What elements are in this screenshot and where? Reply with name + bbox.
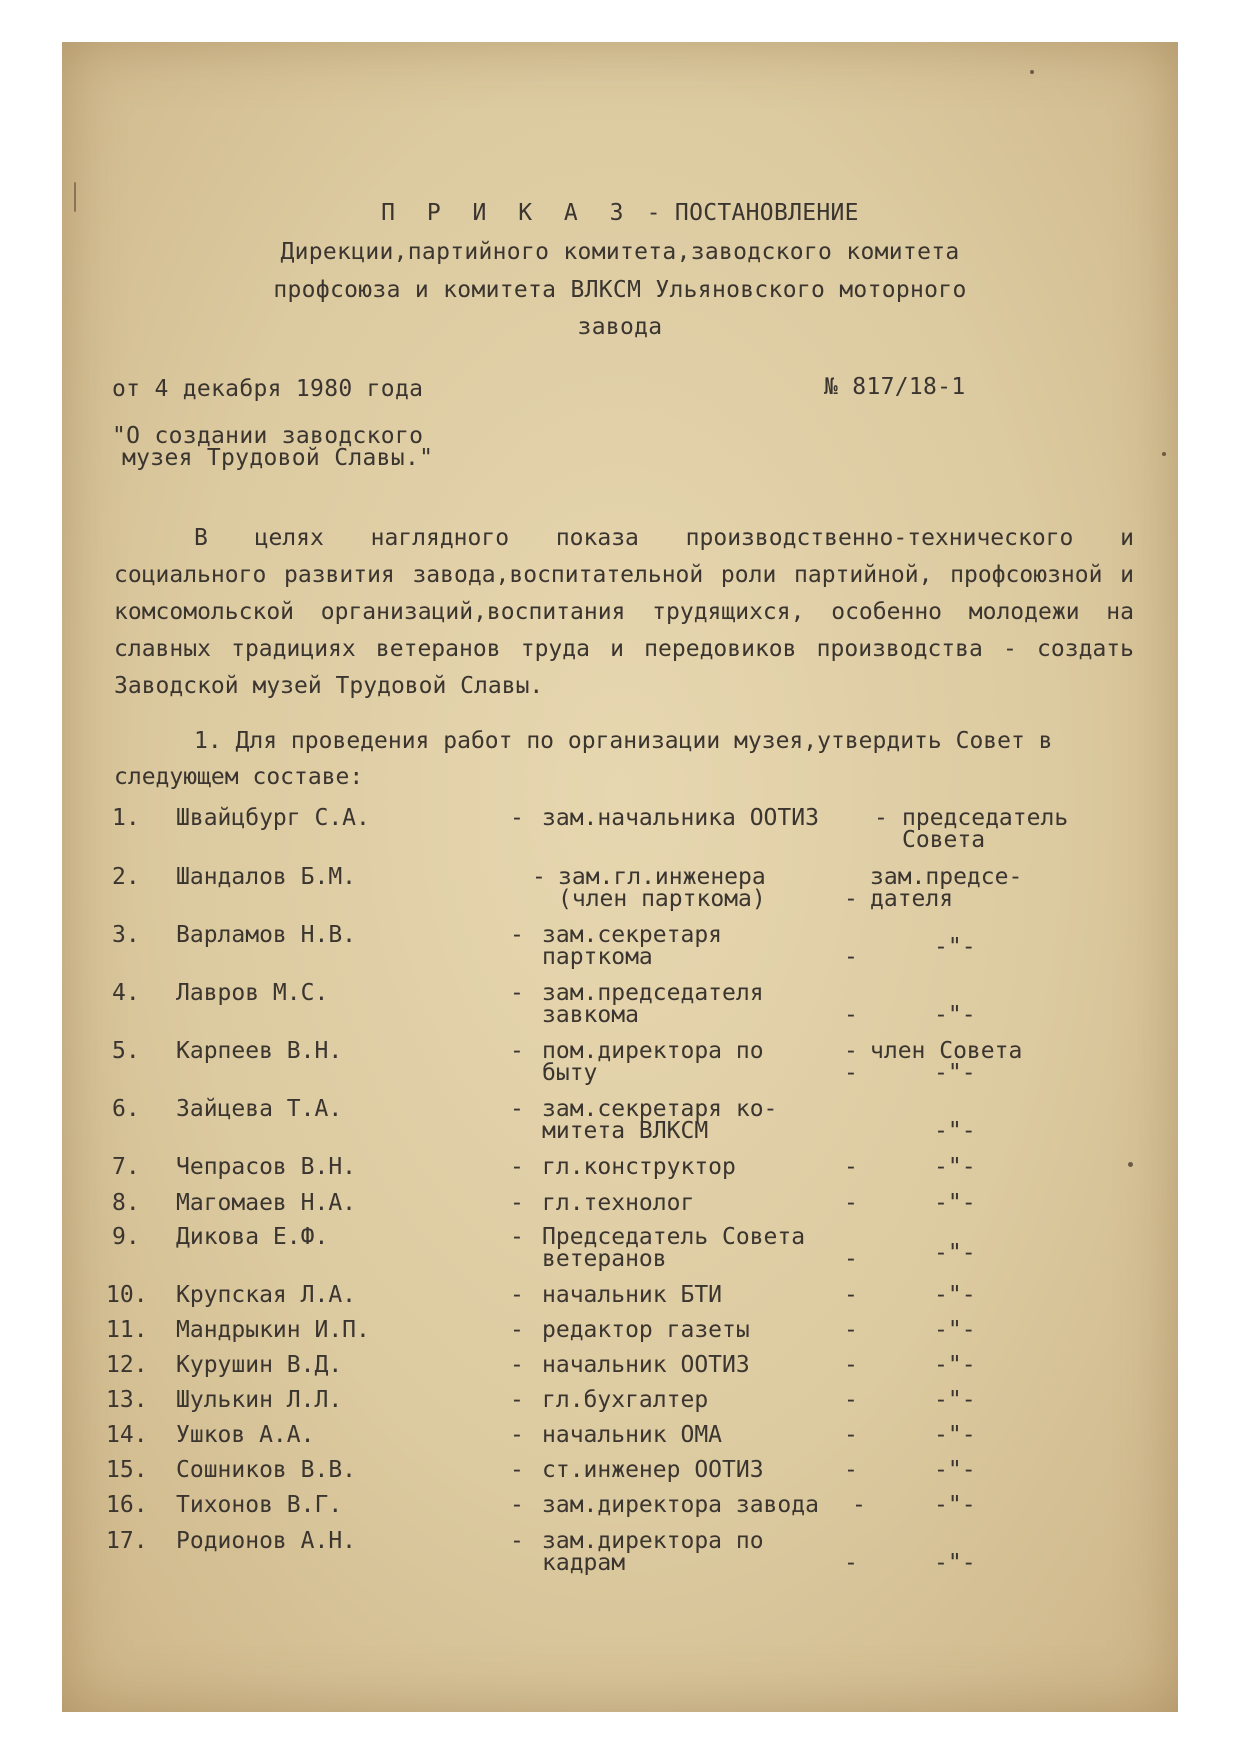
ditto-mark: -"- xyxy=(934,1240,976,1266)
member-name: Курушин В.Д. xyxy=(176,1352,343,1378)
member-role: зам.предсе- xyxy=(870,864,1023,890)
member-position: зам.секретаря xyxy=(542,922,723,948)
dash: - xyxy=(844,1246,858,1272)
member-position: зам.директора по xyxy=(542,1528,764,1554)
member-role-cont: дателя xyxy=(870,886,954,912)
member-position-cont: ветеранов xyxy=(542,1246,667,1272)
member-position: Председатель Совета xyxy=(542,1224,806,1250)
member-number: 9. xyxy=(112,1224,140,1250)
member-position-cont: митета ВЛКСМ xyxy=(542,1118,709,1144)
member-number: 8. xyxy=(112,1190,140,1216)
order-subject-line-1: "О создании заводского xyxy=(112,423,424,449)
dash: - xyxy=(852,1492,866,1518)
member-name: Лавров М.С. xyxy=(176,980,329,1006)
dash: - xyxy=(510,1190,524,1216)
member-position: зам.председателя xyxy=(542,980,764,1006)
title-prikaz: П Р И К А З xyxy=(381,200,633,226)
member-number: 15. xyxy=(106,1457,148,1483)
member-role-cont: Совета xyxy=(902,827,986,853)
member-position: гл.технолог xyxy=(542,1190,695,1216)
dash: - xyxy=(844,1060,858,1086)
paper-speck xyxy=(1128,1162,1133,1167)
order-number: № 817/18-1 xyxy=(824,374,966,400)
ditto-mark: -"- xyxy=(934,1422,976,1448)
member-position-cont: быту xyxy=(542,1060,598,1086)
dash: - xyxy=(844,1190,858,1216)
ditto-mark: -"- xyxy=(934,1060,976,1086)
ditto-mark: -"- xyxy=(934,1190,976,1216)
ditto-mark: -"- xyxy=(934,1317,976,1343)
dash: - xyxy=(844,1002,858,1028)
dash: - xyxy=(844,1317,858,1343)
ditto-mark: -"- xyxy=(934,1457,976,1483)
member-name: Шандалов Б.М. xyxy=(176,864,357,890)
member-number: 12. xyxy=(106,1352,148,1378)
dash: - xyxy=(510,1154,524,1180)
dash: - xyxy=(874,805,888,831)
member-position-cont: завкома xyxy=(542,1002,639,1028)
body-paragraph: В целях наглядного показа производственно-технического и социального развития завода,воспитательной роли партийной, профсоюзной и комсомольской организаций,воспитания трудящихся, особенно молодежи на славных традициях ветеранов труда и передовиков производства - создать Заводской музей Трудовой Славы. xyxy=(114,525,1134,699)
member-name: Зайцева Т.А. xyxy=(176,1096,343,1122)
member-number: 3. xyxy=(112,922,140,948)
member-name: Чепрасов В.Н. xyxy=(176,1154,357,1180)
dash: - xyxy=(844,1282,858,1308)
member-number: 17. xyxy=(106,1528,148,1554)
dash: - xyxy=(510,1038,524,1064)
member-name: Варламов Н.В. xyxy=(176,922,357,948)
member-name: Дикова Е.Ф. xyxy=(176,1224,329,1250)
subtitle-line-2: профсоюза и комитета ВЛКСМ Ульяновского моторного xyxy=(273,277,967,303)
ditto-mark: -"- xyxy=(934,1154,976,1180)
dash: - xyxy=(844,1038,858,1064)
member-position: редактор газеты xyxy=(542,1317,750,1343)
dash: - xyxy=(510,1352,524,1378)
member-number: 14. xyxy=(106,1422,148,1448)
title-postanovlenie: - ПОСТАНОВЛЕНИЕ xyxy=(646,200,859,226)
paper-scratch xyxy=(74,182,76,212)
dash: - xyxy=(844,886,858,912)
member-number: 10. xyxy=(106,1282,148,1308)
member-position-cont: кадрам xyxy=(542,1550,626,1576)
member-number: 7. xyxy=(112,1154,140,1180)
member-name: Крупская Л.А. xyxy=(176,1282,357,1308)
dash: - xyxy=(844,1457,858,1483)
document-title xyxy=(62,200,1178,227)
dash: - xyxy=(844,1154,858,1180)
member-position: пом.директора по xyxy=(542,1038,764,1064)
dash: - xyxy=(510,922,524,948)
ditto-mark: -"- xyxy=(934,934,976,960)
dash: - xyxy=(510,1422,524,1448)
member-position: зам.гл.инженера xyxy=(558,864,766,890)
member-name: Тихонов В.Г. xyxy=(176,1492,343,1518)
ditto-mark: -"- xyxy=(934,1118,976,1144)
member-name: Сошников В.В. xyxy=(176,1457,357,1483)
member-number: 16. xyxy=(106,1492,148,1518)
order-subject-line-2: музея Трудовой Славы." xyxy=(122,445,434,471)
subtitle-line-1: Дирекции,партийного комитета,заводского комитета xyxy=(280,239,960,265)
member-name: Мандрыкин И.П. xyxy=(176,1317,370,1343)
member-name: Ушков А.А. xyxy=(176,1422,315,1448)
member-position: ст.инженер ООТИЗ xyxy=(542,1457,764,1483)
member-number: 13. xyxy=(106,1387,148,1413)
subtitle-line-3: завода xyxy=(577,314,663,340)
ditto-mark: -"- xyxy=(934,1282,976,1308)
dash: - xyxy=(510,1492,524,1518)
dash: - xyxy=(510,1224,524,1250)
document-sheet xyxy=(62,42,1178,1712)
member-number: 1. xyxy=(112,805,140,831)
member-role: член Совета xyxy=(870,1038,1023,1064)
dash: - xyxy=(844,1422,858,1448)
member-position-cont: (член парткома) xyxy=(558,886,766,912)
order-date: от 4 декабря 1980 года xyxy=(112,376,424,402)
member-name: Швайцбург С.А. xyxy=(176,805,370,831)
dash: - xyxy=(844,944,858,970)
dash: - xyxy=(510,980,524,1006)
dash: - xyxy=(532,864,546,890)
member-number: 2. xyxy=(112,864,140,890)
ditto-mark: -"- xyxy=(934,1550,976,1576)
paper-speck xyxy=(1030,70,1034,74)
dash: - xyxy=(510,1096,524,1122)
member-position-cont: парткома xyxy=(542,944,653,970)
member-position: гл.бухгалтер xyxy=(542,1387,709,1413)
member-name: Шулькин Л.Л. xyxy=(176,1387,343,1413)
member-position: зам.директора завода xyxy=(542,1492,819,1518)
member-position: гл.конструктор xyxy=(542,1154,736,1180)
ditto-mark: -"- xyxy=(934,1492,976,1518)
member-position: начальник ООТИЗ xyxy=(542,1352,750,1378)
ditto-mark: -"- xyxy=(934,1352,976,1378)
dash: - xyxy=(510,1387,524,1413)
dash: - xyxy=(510,1528,524,1554)
dash: - xyxy=(510,1317,524,1343)
ditto-mark: -"- xyxy=(934,1387,976,1413)
member-number: 4. xyxy=(112,980,140,1006)
member-name: Магомаев Н.А. xyxy=(176,1190,357,1216)
dash: - xyxy=(510,805,524,831)
dash: - xyxy=(844,1387,858,1413)
dash: - xyxy=(844,1352,858,1378)
ditto-mark: -"- xyxy=(934,1002,976,1028)
member-name: Родионов А.Н. xyxy=(176,1528,357,1554)
member-name: Карпеев В.Н. xyxy=(176,1038,343,1064)
member-number: 11. xyxy=(106,1317,148,1343)
dash: - xyxy=(510,1457,524,1483)
member-number: 5. xyxy=(112,1038,140,1064)
member-role: председатель xyxy=(902,805,1069,831)
dash: - xyxy=(844,1550,858,1576)
council-intro-paragraph: 1. Для проведения работ по организации музея,утвердить Совет в следующем составе: xyxy=(114,728,1053,790)
dash: - xyxy=(510,1282,524,1308)
member-position: начальник ОМА xyxy=(542,1422,723,1448)
paper-speck xyxy=(1162,452,1166,456)
member-position: зам.начальника ООТИЗ xyxy=(542,805,819,831)
member-position: начальник БТИ xyxy=(542,1282,723,1308)
member-position: зам.секретаря ко- xyxy=(542,1096,778,1122)
member-number: 6. xyxy=(112,1096,140,1122)
